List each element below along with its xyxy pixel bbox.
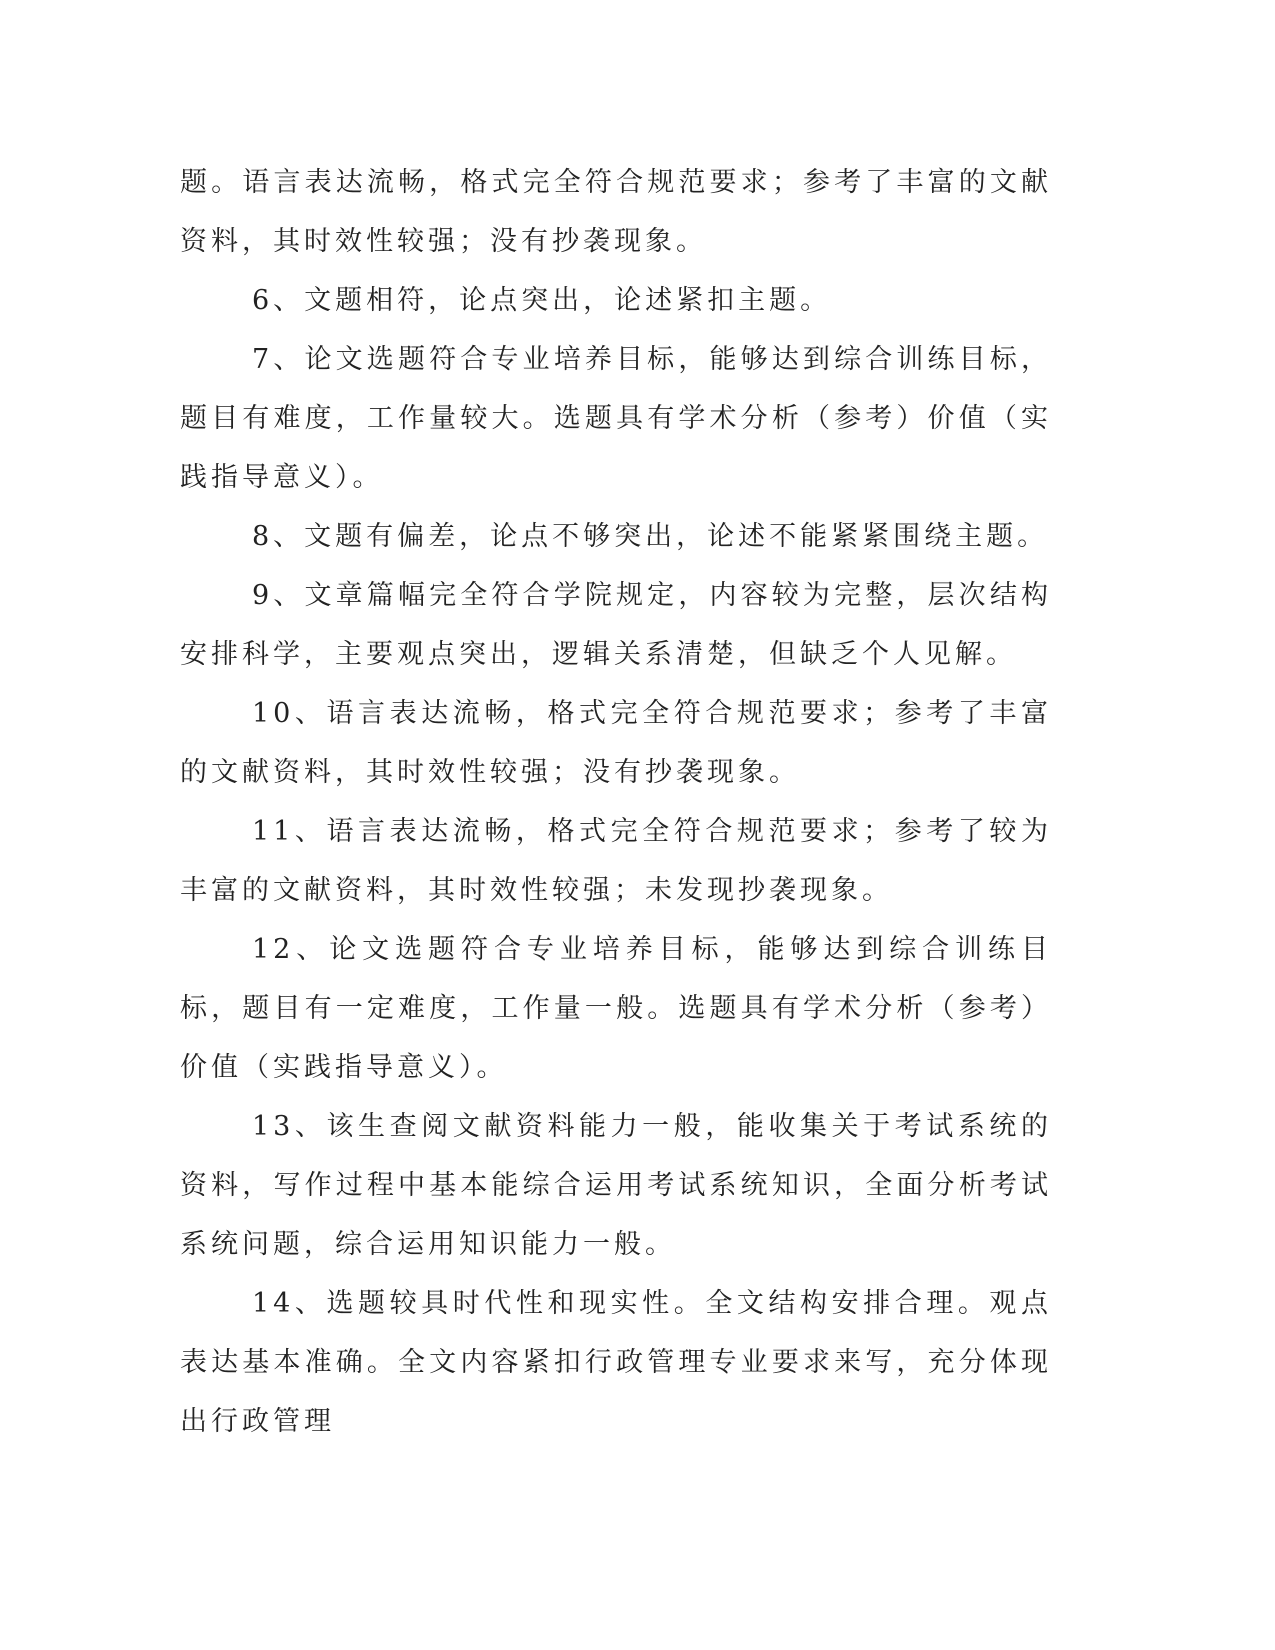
paragraph-item-13: 13、该生查阅文献资料能力一般，能收集关于考试系统的资料，写作过程中基本能综合运用考试系统知识，全面分析考试系统问题，综合运用知识能力一般。 <box>180 1111 1052 1260</box>
paragraph-item-8: 8、文题有偏差，论点不够突出，论述不能紧紧围绕主题。 <box>252 521 1049 552</box>
paragraph-item-11: 11、语言表达流畅，格式完全符合规范要求；参考了较为丰富的文献资料，其时效性较强；未发现抄袭现象。 <box>180 816 1052 906</box>
paragraph-item-7: 7、论文选题符合专业培养目标，能够达到综合训练目标，题目有难度，工作量较大。选题具有学术分析（参考）价值（实践指导意义）。 <box>180 344 1052 493</box>
paragraph-item-6: 6、文题相符，论点突出，论述紧扣主题。 <box>252 285 832 316</box>
paragraph-item-12: 12、论文选题符合专业培养目标，能够达到综合训练目标，题目有一定难度，工作量一般。选题具有学术分析（参考）价值（实践指导意义）。 <box>180 934 1052 1083</box>
paragraph-continuation: 题。语言表达流畅，格式完全符合规范要求；参考了丰富的文献资料，其时效性较强；没有抄袭现象。 <box>180 167 1052 257</box>
paragraph-item-14: 14、选题较具时代性和现实性。全文结构安排合理。观点表达基本准确。全文内容紧扣行政管理专业要求来写，充分体现出行政管理 <box>180 1288 1052 1437</box>
paragraph-item-9: 9、文章篇幅完全符合学院规定，内容较为完整，层次结构安排科学，主要观点突出，逻辑关系清楚，但缺乏个人见解。 <box>180 580 1052 670</box>
paragraph-item-10: 10、语言表达流畅，格式完全符合规范要求；参考了丰富的文献资料，其时效性较强；没有抄袭现象。 <box>180 698 1052 788</box>
document-body <box>180 153 1052 1451</box>
